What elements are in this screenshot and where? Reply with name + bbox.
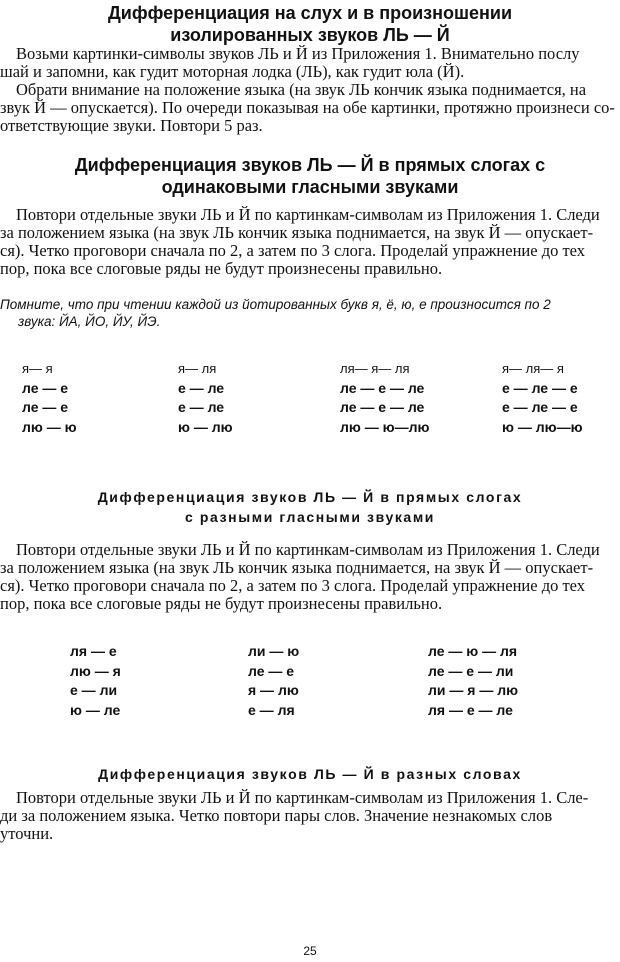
syllable-row: е — ле — е (502, 379, 578, 396)
text-line: звук Й — опускается). По очереди показывая на обе картинки, протяжно произнеси со- (0, 99, 615, 117)
text-line: шай и запомни, как гудит моторная лодка (ЛЬ), как гудит юла (Й). (0, 63, 465, 81)
syllable-column-3 (428, 642, 518, 720)
syllable-column-2 (248, 642, 299, 720)
heading-line: одинаковыми гласными звуками (161, 177, 459, 197)
syllable-row: я — лю (248, 682, 299, 698)
syllable-row: е — ле — е (502, 399, 578, 415)
syllable-row: е — ле (178, 379, 225, 396)
syllable-row: е — ле (178, 399, 225, 415)
text-line: за положением языка (на звук ЛЬ кончик языка поднимается, на звук Й — опускает- (0, 559, 594, 577)
heading-line: с разными гласными звуками (185, 509, 435, 525)
syllable-row: ле — е (22, 379, 69, 396)
syllable-column-2 (178, 359, 233, 437)
section3-heading (0, 487, 620, 527)
text-line: ся). Четко проговори сначала по 2, а затем по 3 слога. Проделай упражнение до тех (0, 242, 586, 260)
syllable-row: ле — е — ле (340, 379, 425, 396)
note-line: звука: ЙА, ЙО, ЙУ, ЙЭ. (18, 314, 161, 329)
syllable-row: я— ля (178, 361, 217, 376)
section3-paragraph (0, 541, 620, 613)
syllable-row: ля — е — ле (428, 701, 513, 718)
syllable-row: ле — е — ли (428, 662, 514, 679)
syllable-row: ю — лю (178, 418, 233, 435)
syllable-row: е — ля (248, 701, 295, 718)
syllable-row: ля— я— ля (340, 361, 410, 376)
syllable-row: ле — ю — ля (428, 643, 518, 659)
syllable-row: ю — лю—ю (502, 418, 583, 435)
syllable-column-3 (340, 359, 429, 437)
text-line: Обрати внимание на положение языка (на звук ЛЬ кончик языка поднимается, на (16, 81, 587, 99)
page-number: 25 (303, 944, 317, 958)
text-line: пор, пока все слоговые ряды не будут произнесены правильно. (0, 595, 443, 613)
heading-line: Дифференциация на слух и в произношении (107, 3, 513, 23)
text-line: за положением языка (на звук ЛЬ кончик языка поднимается, на звук Й — опускает- (0, 224, 594, 242)
section4-heading (0, 764, 620, 784)
section1-paragraph (0, 45, 620, 135)
heading-line: Дифференциация звуков ЛЬ — Й в прямых слогах с (74, 155, 546, 175)
syllable-row: ю — ле (70, 701, 121, 718)
syllable-row: е — ли (70, 682, 118, 698)
text-line: ди за положением языка. Четко повтори пары слов. Значение незнакомых слов (0, 807, 553, 825)
section2-heading (0, 154, 620, 198)
heading-line: Дифференциация звуков ЛЬ — Й в прямых слогах (97, 489, 523, 505)
syllable-row: ле — е (248, 662, 295, 679)
text-line: пор, пока все слоговые ряды не будут произнесены правильно. (0, 260, 443, 278)
text-line: ся). Четко проговори сначала по 2, а затем по 3 слога. Проделай упражнение до тех (0, 577, 586, 595)
syllable-row: лю — ю (22, 418, 77, 435)
text-line: уточни. (0, 825, 54, 843)
syllable-row: я— я (22, 361, 53, 376)
syllable-row: ли — я — лю (428, 682, 519, 698)
section1-heading (0, 2, 620, 46)
syllable-row: лю — ю—лю (340, 418, 430, 435)
text-line: Возьми картинки-символы звуков ЛЬ и Й из Приложения 1. Внимательно послу (16, 45, 580, 63)
syllable-column-1 (70, 642, 121, 720)
syllable-column-4 (502, 359, 583, 437)
text-line: Повтори отдельные звуки ЛЬ и Й по картинкам-символам из Приложения 1. Сле- (16, 789, 589, 807)
text-line: ответствующие звуки. Повтори 5 раз. (0, 117, 263, 135)
text-line: Повтори отдельные звуки ЛЬ и Й по картинкам-символам из Приложения 1. Следи (16, 541, 600, 559)
syllable-row: ле — е — ле (340, 399, 425, 415)
syllable-row: лю — я (70, 662, 121, 679)
syllable-column-1 (22, 359, 77, 437)
syllable-row: ля — е (70, 643, 117, 659)
section2-paragraph (0, 206, 620, 278)
syllable-row: ли — ю (248, 643, 300, 659)
heading-line: изолированных звуков ЛЬ — Й (170, 25, 450, 45)
note-line: Помните, что при чтении каждой из йотированных букв я, ё, ю, е произносится по 2 (0, 297, 551, 312)
section4-paragraph (0, 789, 620, 843)
syllable-row: я— ля— я (502, 361, 564, 376)
syllable-row: ле — е (22, 399, 69, 415)
section2-note (0, 296, 620, 330)
text-line: Повтори отдельные звуки ЛЬ и Й по картинкам-символам из Приложения 1. Следи (16, 206, 600, 224)
heading-line: Дифференциация звуков ЛЬ — Й в разных словах (98, 766, 522, 782)
